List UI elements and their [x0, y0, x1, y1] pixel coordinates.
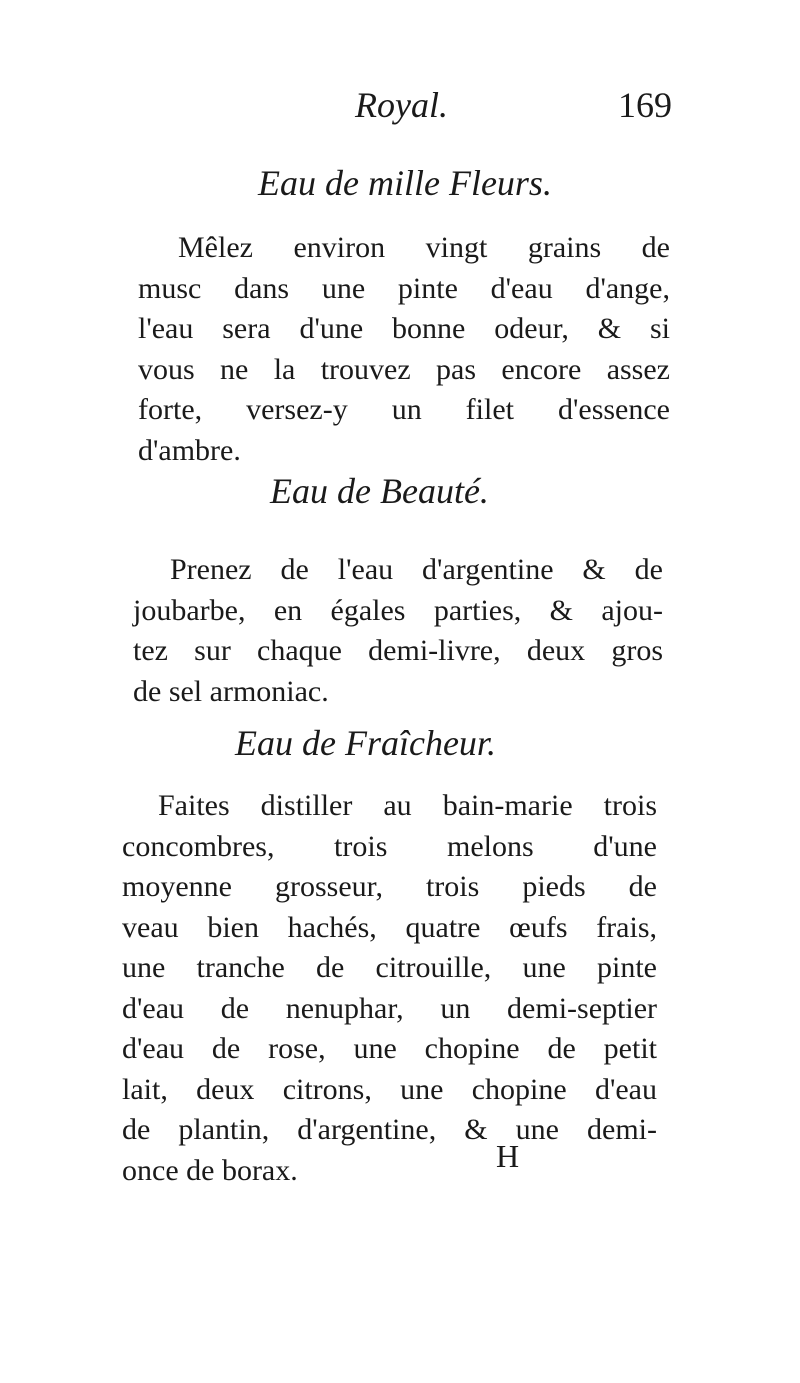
- text-line: moyenne grosseur, trois pieds de: [122, 870, 657, 903]
- text-line: lait, deux citrons, une chopine d'eau: [122, 1072, 657, 1106]
- text-line: l'eau sera d'une bonne odeur, & si: [138, 312, 670, 345]
- text-line: d'ambre.: [138, 433, 241, 467]
- text-line: once de borax.: [122, 1153, 298, 1187]
- text-line: tez sur chaque demi-livre, deux gros: [133, 634, 663, 667]
- page-header: [0, 84, 800, 134]
- text-line: Prenez de l'eau d'argentine & de: [170, 553, 663, 586]
- recipe-paragraph-fraicheur: [122, 786, 657, 1191]
- section-title-eau-de-beaute: Eau de Beauté.: [270, 471, 489, 511]
- catchword: H: [496, 1138, 520, 1174]
- text-line: concombres, trois melons d'une: [122, 829, 657, 863]
- section-title-eau-de-fraicheur: Eau de Fraîcheur.: [235, 723, 496, 763]
- recipe-paragraph-mille-fleurs: [138, 228, 670, 471]
- text-line: forte, versez-y un filet d'essence: [138, 393, 670, 426]
- text-line: d'eau de rose, une chopine de petit: [122, 1032, 657, 1065]
- running-head: Royal.: [355, 85, 448, 125]
- text-line: une tranche de citrouille, une pinte: [122, 951, 657, 984]
- text-line: joubarbe, en égales parties, & ajou-: [133, 593, 663, 627]
- text-line: Faites distiller au bain-marie trois: [158, 789, 657, 822]
- section-title-eau-de-mille-fleurs: Eau de mille Fleurs.: [258, 163, 552, 203]
- text-line: de sel armoniac.: [133, 674, 329, 708]
- text-line: Mêlez environ vingt grains de: [178, 231, 670, 264]
- page-number: 169: [618, 85, 672, 125]
- text-line: veau bien hachés, quatre œufs frais,: [122, 910, 657, 944]
- recipe-paragraph-beaute: [133, 550, 663, 712]
- text-line: de plantin, d'argentine, & une demi-: [122, 1113, 657, 1146]
- text-line: vous ne la trouvez pas encore assez: [138, 352, 670, 386]
- text-line: musc dans une pinte d'eau d'ange,: [138, 271, 670, 305]
- text-line: d'eau de nenuphar, un demi-septier: [122, 991, 657, 1025]
